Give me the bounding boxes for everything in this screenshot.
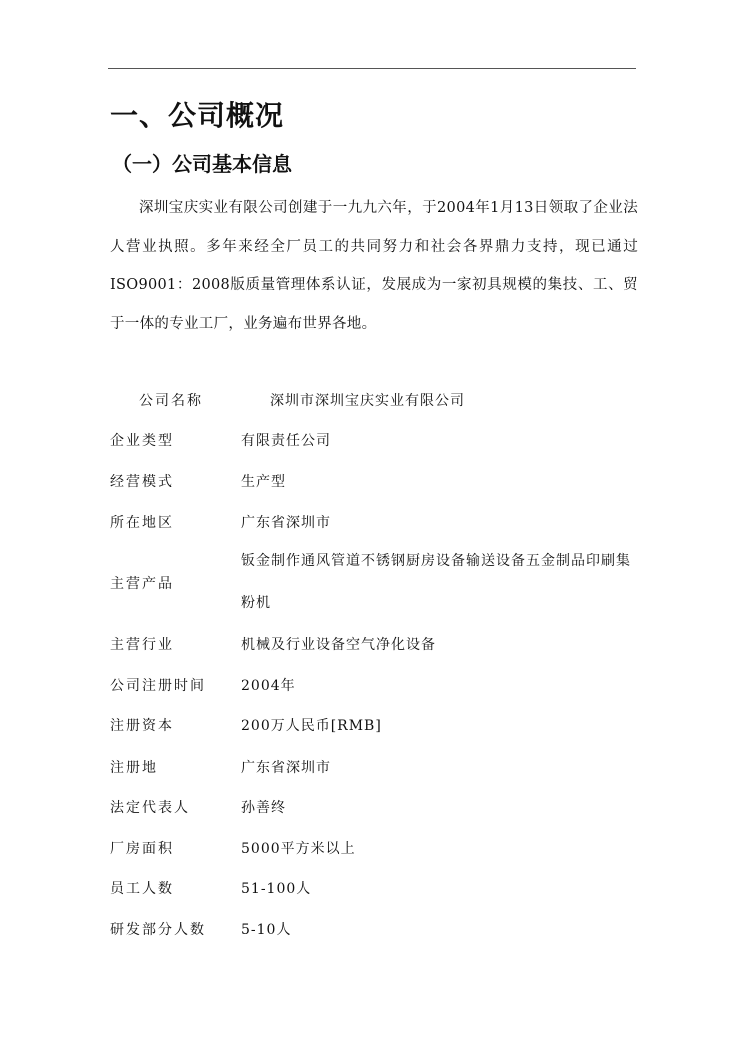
header-rule xyxy=(108,68,636,69)
info-label: 所在地区 xyxy=(110,515,174,531)
info-label: 法定代表人 xyxy=(110,800,190,816)
info-label: 研发部分人数 xyxy=(110,922,206,938)
info-label: 注册地 xyxy=(110,760,158,776)
section-title: （一）公司基本信息 xyxy=(112,152,292,176)
info-value: 机械及行业设备空气净化设备 xyxy=(241,637,436,653)
info-value: 5-10人 xyxy=(241,922,292,938)
info-value: 有限责任公司 xyxy=(241,433,331,449)
info-label: 主营产品 xyxy=(110,576,174,592)
info-value: 广东省深圳市 xyxy=(241,760,331,776)
info-label: 厂房面积 xyxy=(110,841,174,857)
info-value: 孙善终 xyxy=(241,800,286,816)
info-value: 200万人民币[RMB] xyxy=(241,718,382,734)
intro-paragraph: 深圳宝庆实业有限公司创建于一九九六年，于2004年1月13日领取了企业法人营业执照。多年来经全厂员工的共同努力和社会各界鼎力支持，现已通过ISO9001：2008版质量管理体系认证，发展成为一家初具规模的集技、工、贸于一体的专业工厂，业务遍布世界各地。 xyxy=(110,200,638,333)
info-label: 主营行业 xyxy=(110,637,174,653)
info-value: 5000平方米以上 xyxy=(241,841,356,857)
info-label: 公司名称 xyxy=(139,393,203,409)
info-value: 钣金制作通风管道不锈钢厨房设备输送设备五金制品印刷集粉机 xyxy=(241,553,631,611)
info-label: 经营模式 xyxy=(110,474,174,490)
info-label: 企业类型 xyxy=(110,433,174,449)
info-label: 公司注册时间 xyxy=(110,678,206,694)
info-label: 注册资本 xyxy=(110,718,174,734)
info-value: 广东省深圳市 xyxy=(241,515,331,531)
info-label: 员工人数 xyxy=(110,881,174,897)
page-title: 一、公司概况 xyxy=(110,99,285,132)
info-value: 51-100人 xyxy=(241,881,312,897)
info-value: 生产型 xyxy=(241,474,286,490)
info-value: 2004年 xyxy=(241,678,296,694)
info-value: 深圳市深圳宝庆实业有限公司 xyxy=(270,393,465,409)
